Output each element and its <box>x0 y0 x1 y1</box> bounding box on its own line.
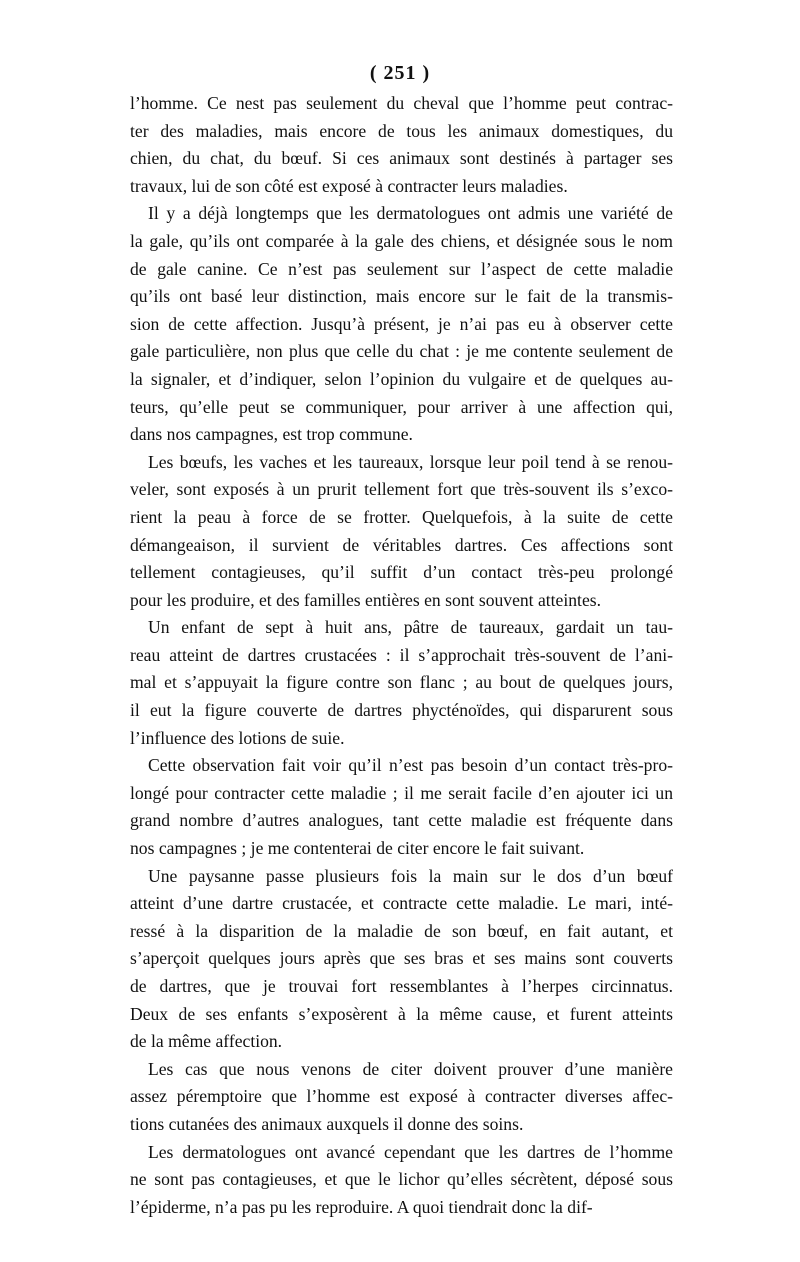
text-line: grand nombre d’autres analogues, tant cette maladie est fréquente dans <box>130 810 673 831</box>
text-line: démangeaison, il survient de véritables dartres. Ces affections sont <box>130 534 673 555</box>
text-line: rient la peau à force de se frotter. Quelquefois, à la suite de cette <box>130 506 673 527</box>
text-line: de gale canine. Ce n’est pas seulement sur l’aspect de cette maladie <box>130 258 673 279</box>
text-line: sion de cette affection. Jusqu’à présent, je n’ai pas eu à observer cette <box>130 313 673 334</box>
text-line: pour les produire, et des familles entières en sont souvent atteintes. <box>130 589 601 610</box>
text-line: reau atteint de dartres crustacées : il s’approchait très-souvent de l’ani- <box>130 644 673 665</box>
text-line: Les bœufs, les vaches et les taureaux, lorsque leur poil tend à se renou- <box>148 451 673 472</box>
text-line: chien, du chat, du bœuf. Si ces animaux sont destinés à partager ses <box>130 148 673 169</box>
text-line: l’homme. Ce nest pas seulement du cheval que l’homme peut contrac- <box>130 93 673 113</box>
text-line: longé pour contracter cette maladie ; il me serait facile d’en ajouter ici un <box>130 782 673 803</box>
text-line: assez péremptoire que l’homme est exposé à contracter diverses affec- <box>130 1086 673 1107</box>
text-line: ressé à la disparition de la maladie de son bœuf, en fait autant, et <box>130 920 673 941</box>
paragraph-1 <box>130 90 673 200</box>
text-line: Une paysanne passe plusieurs fois la main sur le dos d’un bœuf <box>148 865 673 886</box>
text-line: il eut la figure couverte de dartres phycténoïdes, qui disparurent sous <box>130 700 673 721</box>
text-line: atteint d’une dartre crustacée, et contracte cette maladie. Le mari, inté- <box>130 893 673 914</box>
paragraph-7 <box>130 1056 673 1139</box>
paragraph-8 <box>130 1139 673 1222</box>
text-line: la signaler, et d’indiquer, selon l’opinion du vulgaire et de quelques au- <box>130 368 673 389</box>
text-line: ne sont pas contagieuses, et que le lichor qu’elles sécrètent, déposé sous <box>130 1169 673 1190</box>
text-line: teurs, qu’elle peut se communiquer, pour arriver à une affection qui, <box>130 396 673 417</box>
body-text <box>130 90 673 1221</box>
page-number: ( 251 ) <box>369 62 431 84</box>
text-line: qu’ils ont basé leur distinction, mais encore sur le fait de la transmis- <box>130 286 673 307</box>
text-line: tions cutanées des animaux auxquels il donne des soins. <box>130 1113 524 1134</box>
text-line: la gale, qu’ils ont comparée à la gale des chiens, et désignée sous le nom <box>130 230 673 251</box>
text-line: Les cas que nous venons de citer doivent prouver d’une manière <box>148 1058 673 1079</box>
paragraph-6 <box>130 863 673 1056</box>
paragraph-5 <box>130 752 673 862</box>
text-line: dans nos campagnes, est trop commune. <box>130 424 413 445</box>
text-line: de la même affection. <box>130 1031 283 1052</box>
text-line: ter des maladies, mais encore de tous les animaux domestiques, du <box>130 120 673 141</box>
text-line: veler, sont exposés à un prurit tellement fort que très-souvent ils s’exco- <box>130 479 673 500</box>
text-line: s’aperçoit quelques jours après que ses bras et ses mains sont couverts <box>130 948 673 969</box>
text-line: de dartres, que je trouvai fort ressemblantes à l’herpes circinnatus. <box>130 976 673 996</box>
text-line: travaux, lui de son côté est exposé à contracter leurs maladies. <box>130 175 568 196</box>
text-line: Il y a déjà longtemps que les dermatologues ont admis une variété de <box>148 203 673 224</box>
text-line: Deux de ses enfants s’exposèrent à la même cause, et furent atteints <box>130 1003 673 1024</box>
paragraph-4 <box>130 614 673 752</box>
text-line: l’épiderme, n’a pas pu les reproduire. A quoi tiendrait donc la dif- <box>130 1196 593 1217</box>
paragraph-2 <box>130 200 673 448</box>
text-line: Un enfant de sept à huit ans, pâtre de taureaux, gardait un tau- <box>148 617 673 638</box>
paragraph-3 <box>130 449 673 615</box>
text-line: nos campagnes ; je me contenterai de citer encore le fait suivant. <box>130 838 585 859</box>
text-line: tellement contagieuses, qu’il suffit d’un contact très-peu prolongé <box>130 562 673 583</box>
text-line: gale particulière, non plus que celle du chat : je me contente seulement de <box>130 341 673 362</box>
text-line: Les dermatologues ont avancé cependant que les dartres de l’homme <box>148 1141 673 1162</box>
text-line: mal et s’appuyait la figure contre son flanc ; au bout de quelques jours, <box>130 672 673 693</box>
text-line: l’influence des lotions de suie. <box>130 727 345 748</box>
text-line: Cette observation fait voir qu’il n’est pas besoin d’un contact très-pro- <box>148 755 673 776</box>
